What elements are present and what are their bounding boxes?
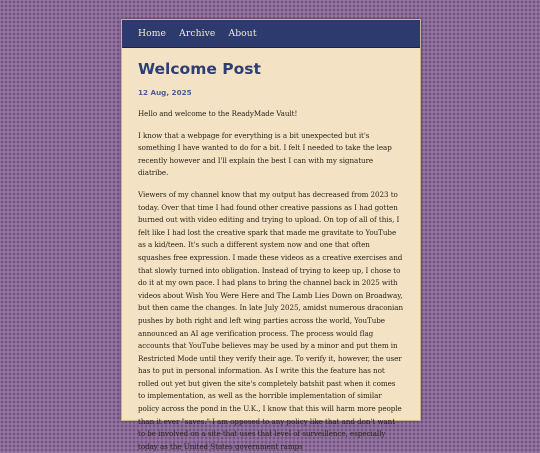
post-title: Welcome Post [138, 60, 261, 78]
post-paragraph-intro: I know that a webpage for everything is a bit unexpected but it's something I have wanted to do for a bit. I felt I needed to take the leap recently however and I'll explain the best I can with my signature diatribe. [138, 130, 392, 178]
nav-archive-link[interactable]: Archive [179, 28, 216, 39]
post-date: 12 Aug, 2025 [138, 88, 192, 97]
nav-about-link[interactable]: About [228, 28, 257, 39]
post-paragraph-greeting: Hello and welcome to the ReadyMade Vault! [138, 109, 298, 118]
post-content [122, 48, 420, 453]
top-navbar [122, 20, 420, 48]
post-paragraph-story: Viewers of my channel know that my output has decreased from 2023 to today. Over that time I had found other creative passions as I had gotten burned out with video editing and trying to upload. On top of all of this, I felt like I had lost the creative spark that made me gravitate to YouTube as a kid/teen. It's such a different system now and one that often squashes free expression. I made these videos as a creative exercises and that slowly turned into obligation. Instead of trying to keep up, I chose to do it at my own pace. I had plans to bring the channel back in 2025 with videos about Wish You Were Here and The Lamb Lies Down on Broadway, but then came the changes. In late July 2025, amidst numerous draconian pushes by both right and left wing parties across the world, YouTube announced an AI age verification process. The process would flag accounts that YouTube believes may be used by a minor and put them in Restricted Mode until they verify their age. To verify it, however, the user has to put in personal information. As I write this the feature has not rolled out yet but given the site's completely batshit past when it comes to implementation, as well as the horrible implementation of similar policy across the pond in the U.K., I know that this will harm more people than it ever "saves." I am opposed to any policy like that and don't want to be involved on a site that uses that level of surveillence, especially today as the United States government ramps [138, 189, 404, 451]
post-body [138, 108, 404, 453]
blog-page [121, 19, 421, 451]
nav-home-link[interactable]: Home [138, 28, 167, 39]
